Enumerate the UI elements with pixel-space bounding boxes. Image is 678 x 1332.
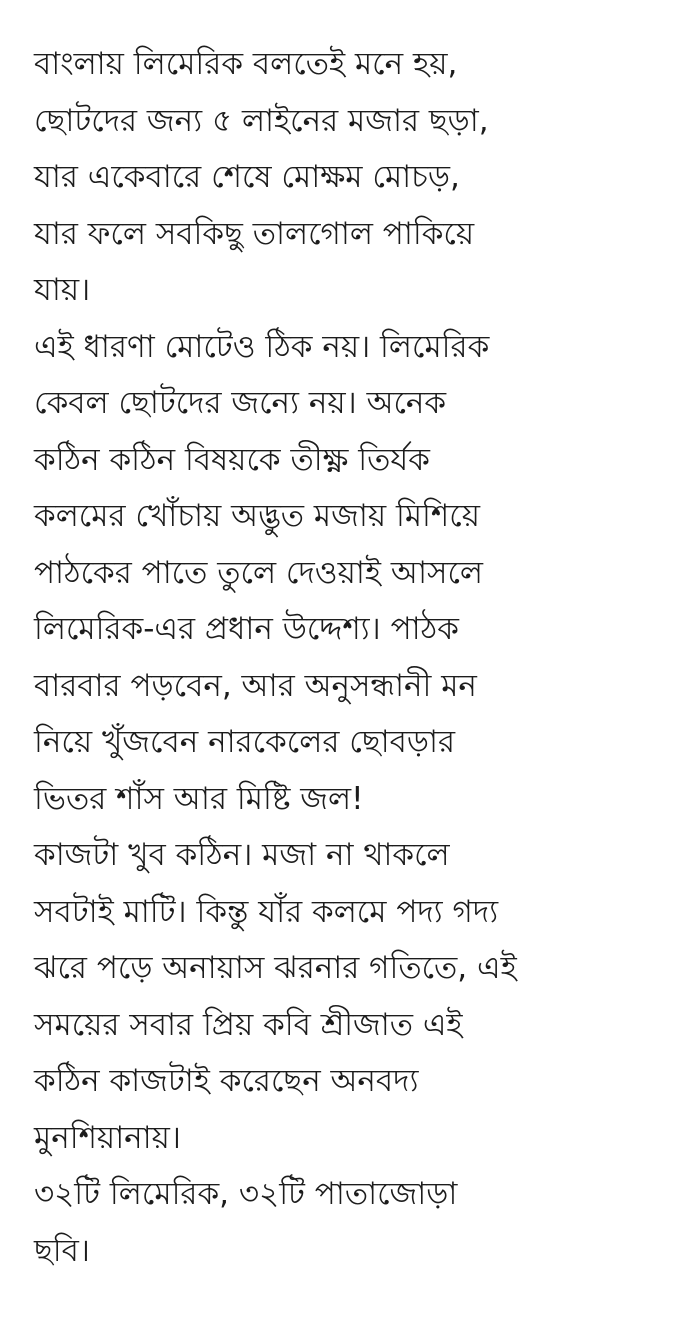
text-line: বারবার পড়বেন, আর অনুসন্ধানী মন: [34, 667, 477, 704]
text-line: নিয়ে খুঁজবেন নারকেলের ছোবড়ার: [34, 724, 456, 760]
text-line: ছবি।: [34, 1232, 90, 1269]
body-text: [34, 36, 664, 1279]
text-line: কলমের খোঁচায় অদ্ভুত মজায় মিশিয়ে: [34, 498, 480, 534]
text-line: মুনশিয়ানায়।: [34, 1119, 182, 1156]
text-line: পাঠকের পাতে তুলে দেওয়াই আসলে: [34, 554, 484, 591]
text-line: ছোটদের জন্য ৫ লাইনের মজার ছড়া,: [34, 102, 489, 139]
text-line: সময়ের সবার প্রিয় কবি শ্রীজাত এই: [34, 1006, 463, 1043]
text-line: যার একেবারে শেষে মোক্ষম মোচড়,: [34, 159, 460, 195]
text-line: লিমেরিক-এর প্রধান উদ্দেশ্য। পাঠক: [34, 611, 459, 647]
text-line: কঠিন কঠিন বিষয়কে তীক্ষ্ণ তির্যক: [34, 441, 430, 478]
text-line: ঝরে পড়ে অনায়াস ঝরনার গতিতে, এই: [34, 950, 517, 986]
text-line: কেবল ছোটদের জন্যে নয়। অনেক: [34, 385, 447, 421]
text-line: সবটাই মাটি। কিন্তু যাঁর কলমে পদ্য গদ্য: [34, 893, 499, 930]
text-line: ভিতর শাঁস আর মিষ্টি জল!: [34, 780, 364, 817]
text-line: এই ধারণা মোটেও ঠিক নয়। লিমেরিক: [34, 328, 490, 365]
text-line: ৩২টি লিমেরিক, ৩২টি পাতাজোড়া: [34, 1176, 458, 1212]
text-line: কাজটা খুব কঠিন। মজা না থাকলে: [34, 837, 450, 873]
text-line: যার ফলে সবকিছু তালগোল পাকিয়ে: [34, 215, 475, 252]
text-line: যায়।: [34, 272, 91, 308]
text-line: কঠিন কাজটাই করেছেন অনবদ্য: [34, 1063, 419, 1099]
text-line: বাংলায় লিমেরিক বলতেই মনে হয়,: [34, 46, 458, 82]
